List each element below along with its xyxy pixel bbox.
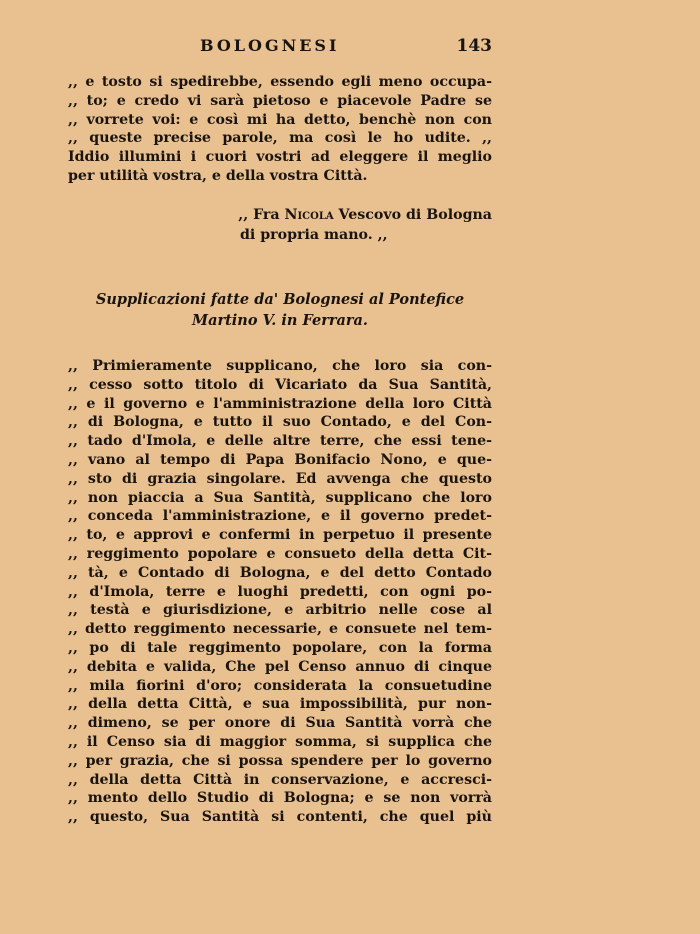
text-line: ,, mila fiorini d'oro; considerata la consuetudine (68, 677, 492, 694)
text-line: ,, debita e valida, Che pel Censo annuo di cinque (68, 658, 492, 675)
text-line: ,, tà, e Contado di Bologna, e del detto Contado (68, 564, 492, 581)
signature-line: ,, Fra Nicola Vescovo di Bologna (238, 207, 492, 223)
text-line: ,, della detta Città in conservazione, e accresci- (68, 771, 492, 788)
text-line: ,, il Censo sia di maggior somma, si supplica che (68, 733, 492, 750)
text-line: ,, non piaccia a Sua Santità, supplicano che loro (68, 489, 492, 506)
text-line: ,, to; e credo vi sarà pietoso e piacevole Padre se (68, 92, 492, 109)
text-line: ,, dimeno, se per onore di Sua Santità vorrà che (68, 715, 492, 732)
text-line: ,, vorrete voi: e così mi ha detto, benchè non con (68, 111, 492, 128)
running-title: BOLOGNESI (200, 36, 340, 55)
text-line: ,, e tosto si spedirebbe, essendo egli meno occupa- (68, 74, 492, 90)
text-line: ,, detto reggimento necessarie, e consuete nel tem- (68, 621, 492, 638)
text-line: ,, vano al tempo di Papa Bonifacio Nono, e que- (68, 451, 492, 468)
text-line: ,, mento dello Studio di Bologna; e se non vorrà (68, 790, 492, 807)
text-line: ,, cesso sotto titolo di Vicariato da Sua Santità, (68, 376, 492, 393)
section-heading-line: Supplicazioni fatte da' Bolognesi al Pontefice (95, 291, 465, 308)
text-line: Iddio illumini i cuori vostri ad eleggere il meglio (68, 149, 492, 166)
letter-text (68, 73, 492, 186)
text-line: ,, questo, Sua Santità si contenti, che quel più (68, 809, 492, 826)
text-line: ,, to, e approvi e confermi in perpetuo il presente (68, 527, 492, 544)
signature-closing: di propria mano. ,, (240, 227, 388, 243)
text-line: ,, Primieramente supplicano, che loro sia con- (68, 358, 492, 374)
text-line: ,, e il governo e l'amministrazione della loro Città (68, 395, 492, 412)
text-line: ,, testà e giurisdizione, e arbitrio nelle cose al (68, 602, 492, 619)
text-line: ,, queste precise parole, ma così le ho udite. ,, (68, 130, 492, 147)
text-line: ,, sto di grazia singolare. Ed avvenga che questo (68, 470, 492, 487)
text-line: ,, tado d'Imola, e delle altre terre, che essi tene- (68, 433, 492, 450)
page-number: 143 (456, 36, 492, 56)
text-line: per utilità vostra, e della vostra Città. (68, 167, 368, 184)
signatory-name: Nicola (284, 207, 334, 223)
text-line: ,, di Bologna, e tutto il suo Contado, e del Con- (68, 414, 492, 431)
text-line: ,, per grazia, che si possa spendere per lo governo (68, 752, 492, 769)
text-line: ,, reggimento popolare e consueto della detta Cit- (68, 545, 492, 562)
text-line: ,, po di tale reggimento popolare, con la forma (68, 639, 492, 656)
section-heading (68, 289, 492, 331)
page-header (68, 36, 492, 60)
signature-block (200, 205, 492, 245)
text-line: ,, d'Imola, terre e luoghi predetti, con ogni po- (68, 583, 492, 600)
supplica-text (68, 357, 492, 827)
section-heading-line: Martino V. in Ferrara. (192, 312, 368, 329)
text-line: ,, della detta Città, e sua impossibilità, pur non- (68, 696, 492, 713)
text-line: ,, conceda l'amministrazione, e il governo predet- (68, 508, 492, 525)
